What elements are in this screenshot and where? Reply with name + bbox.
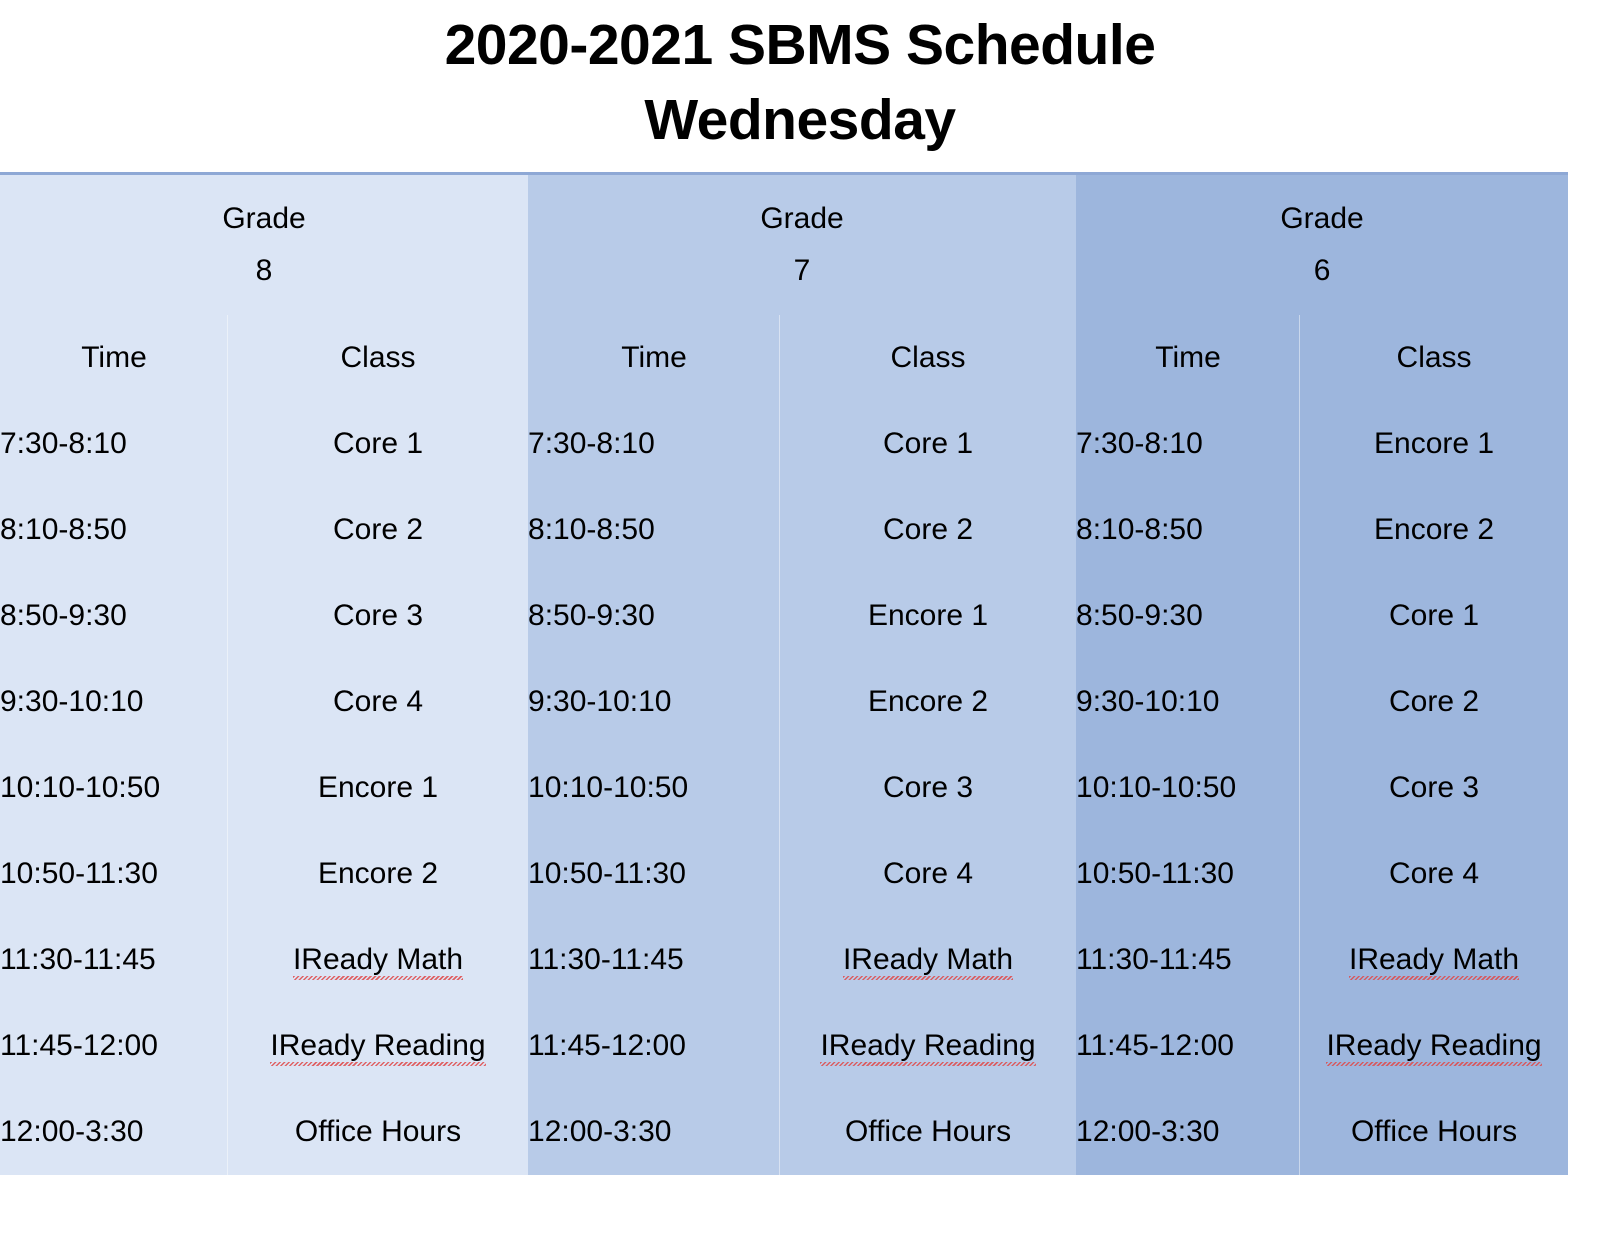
cell-time-grade7: 11:30-11:45	[528, 917, 780, 1003]
cell-class-grade6	[1300, 1003, 1568, 1089]
misspelled-text: IReady Reading	[820, 1029, 1036, 1063]
cell-class-grade8	[228, 917, 528, 1003]
title-line-1: 2020-2021 SBMS Schedule	[444, 13, 1156, 77]
grade-label-number-6: 6	[1313, 254, 1331, 288]
cell-time-grade6: 7:30-8:10	[1076, 401, 1300, 487]
page-title	[0, 0, 1600, 158]
cell-class-grade7: Core 2	[780, 487, 1076, 573]
cell-class-grade6: Core 4	[1300, 831, 1568, 917]
title-line-2: Wednesday	[644, 88, 956, 153]
cell-time-grade7: 8:10-8:50	[528, 487, 780, 573]
cell-class-grade8	[228, 1003, 528, 1089]
table-row	[0, 401, 1568, 487]
cell-time-grade8: 11:45-12:00	[0, 1003, 228, 1089]
cell-class-grade7: Core 3	[780, 745, 1076, 831]
cell-class-grade7: Encore 2	[780, 659, 1076, 745]
cell-time-grade7: 10:50-11:30	[528, 831, 780, 917]
cell-class-grade7	[780, 1003, 1076, 1089]
cell-time-grade6: 11:30-11:45	[1076, 917, 1300, 1003]
cell-time-grade6: 8:10-8:50	[1076, 487, 1300, 573]
cell-time-grade7: 9:30-10:10	[528, 659, 780, 745]
misspelled-text: IReady Math	[292, 943, 464, 977]
table-row	[0, 487, 1568, 573]
cell-time-grade6: 8:50-9:30	[1076, 573, 1300, 659]
cell-class-grade6	[1300, 917, 1568, 1003]
cell-class-grade8: Office Hours	[228, 1089, 528, 1175]
table-column-header-row	[0, 315, 1568, 401]
cell-class-grade6: Office Hours	[1300, 1089, 1568, 1175]
cell-time-grade6: 12:00-3:30	[1076, 1089, 1300, 1175]
cell-class-grade7	[780, 917, 1076, 1003]
grade-label-word-6: Grade	[1280, 201, 1364, 235]
cell-class-grade8: Encore 1	[228, 745, 528, 831]
cell-time-grade7: 12:00-3:30	[528, 1089, 780, 1175]
cell-class-grade8: Core 4	[228, 659, 528, 745]
cell-time-grade7: 7:30-8:10	[528, 401, 780, 487]
cell-time-grade8: 11:30-11:45	[0, 917, 228, 1003]
grade-label-number-8: 8	[255, 254, 273, 288]
cell-class-grade7: Core 1	[780, 401, 1076, 487]
column-header-class-7: Class	[780, 315, 1076, 401]
cell-class-grade6: Core 1	[1300, 573, 1568, 659]
grade-group-header-6	[1076, 174, 1568, 316]
table-row	[0, 573, 1568, 659]
cell-class-grade7: Encore 1	[780, 573, 1076, 659]
table-row	[0, 745, 1568, 831]
schedule-table	[0, 172, 1568, 1175]
cell-time-grade8: 10:50-11:30	[0, 831, 228, 917]
table-row	[0, 831, 1568, 917]
column-header-class-6: Class	[1300, 315, 1568, 401]
cell-class-grade8: Core 1	[228, 401, 528, 487]
column-header-class-8: Class	[228, 315, 528, 401]
column-header-time-7: Time	[528, 315, 780, 401]
cell-time-grade8: 8:50-9:30	[0, 573, 228, 659]
cell-class-grade8: Core 2	[228, 487, 528, 573]
grade-label-word-8: Grade	[222, 201, 306, 235]
cell-class-grade7: Office Hours	[780, 1089, 1076, 1175]
cell-class-grade8: Encore 2	[228, 831, 528, 917]
cell-class-grade6: Core 2	[1300, 659, 1568, 745]
table-row	[0, 1089, 1568, 1175]
cell-class-grade6: Encore 2	[1300, 487, 1568, 573]
cell-time-grade8: 12:00-3:30	[0, 1089, 228, 1175]
misspelled-text: IReady Math	[1348, 943, 1520, 977]
cell-time-grade7: 11:45-12:00	[528, 1003, 780, 1089]
grade-label-word-7: Grade	[760, 201, 844, 235]
cell-time-grade6: 10:50-11:30	[1076, 831, 1300, 917]
table-row	[0, 917, 1568, 1003]
misspelled-text: IReady Reading	[1326, 1029, 1542, 1063]
cell-time-grade6: 10:10-10:50	[1076, 745, 1300, 831]
table-row	[0, 659, 1568, 745]
grade-group-header-7	[528, 174, 1076, 316]
misspelled-text: IReady Reading	[270, 1029, 486, 1063]
cell-class-grade8: Core 3	[228, 573, 528, 659]
cell-time-grade6: 11:45-12:00	[1076, 1003, 1300, 1089]
cell-time-grade8: 7:30-8:10	[0, 401, 228, 487]
cell-time-grade8: 10:10-10:50	[0, 745, 228, 831]
table-row	[0, 1003, 1568, 1089]
cell-class-grade7: Core 4	[780, 831, 1076, 917]
column-header-time-6: Time	[1076, 315, 1300, 401]
cell-time-grade6: 9:30-10:10	[1076, 659, 1300, 745]
column-header-time-8: Time	[0, 315, 228, 401]
cell-time-grade7: 10:10-10:50	[528, 745, 780, 831]
grade-group-header-8	[0, 174, 528, 316]
grade-label-number-7: 7	[793, 254, 811, 288]
table-group-header-row	[0, 174, 1568, 316]
misspelled-text: IReady Math	[842, 943, 1014, 977]
cell-class-grade6: Encore 1	[1300, 401, 1568, 487]
cell-time-grade8: 9:30-10:10	[0, 659, 228, 745]
cell-time-grade7: 8:50-9:30	[528, 573, 780, 659]
cell-time-grade8: 8:10-8:50	[0, 487, 228, 573]
cell-class-grade6: Core 3	[1300, 745, 1568, 831]
